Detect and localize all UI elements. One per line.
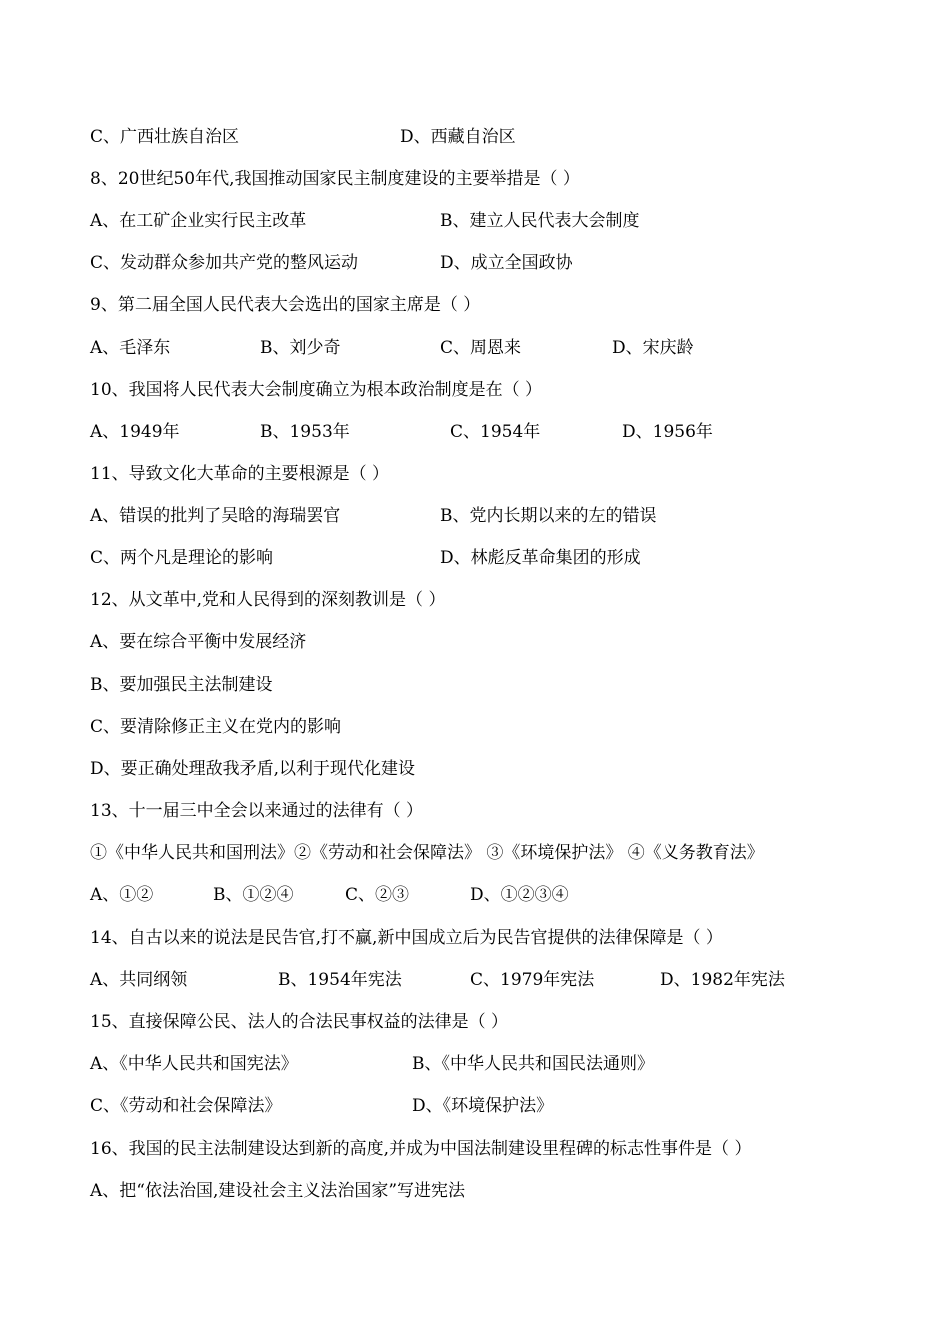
question-16: 16、我国的民主法制建设达到新的高度,并成为中国法制建设里程碑的标志性事件是（ ） [90, 1139, 752, 1159]
option-a: A、毛泽东 [90, 338, 171, 358]
option-c: C、周恩来 [440, 338, 522, 358]
question-14: 14、自古以来的说法是民告官,打不赢,新中国成立后为民告官提供的法律保障是（ ） [90, 928, 723, 948]
option-a: A、在工矿企业实行民主改革 [90, 211, 307, 231]
option-d: D、①②③④ [470, 885, 569, 905]
question-13: 13、十一届三中全会以来通过的法律有（ ） [90, 801, 424, 821]
option-d: D、宋庆龄 [612, 338, 694, 358]
option-b: B、要加强民主法制建设 [90, 675, 273, 695]
option-a: A、《中华人民共和国宪法》 [90, 1054, 298, 1074]
option-c: C、1979年宪法 [470, 970, 595, 990]
option-a: A、把“依法治国,建设社会主义法治国家”写进宪法 [90, 1181, 466, 1201]
option-c: C、1954年 [450, 422, 541, 442]
option-a: A、1949年 [90, 422, 180, 442]
option-c: C、广西壮族自治区 [90, 127, 240, 147]
option-d: D、《环境保护法》 [412, 1096, 554, 1116]
option-a: A、要在综合平衡中发展经济 [90, 632, 307, 652]
option-b: B、1954年宪法 [278, 970, 402, 990]
option-b: B、《中华人民共和国民法通则》 [412, 1054, 654, 1074]
option-c: C、两个凡是理论的影响 [90, 548, 274, 568]
option-d: D、要正确处理敌我矛盾,以利于现代化建设 [90, 759, 416, 779]
option-b: B、建立人民代表大会制度 [440, 211, 640, 231]
question-8: 8、20世纪50年代,我国推动国家民主制度建设的主要举措是（ ） [90, 169, 580, 189]
question-12: 12、从文革中,党和人民得到的深刻教训是（ ） [90, 590, 446, 610]
option-b: B、1953年 [260, 422, 350, 442]
question-9: 9、第二届全国人民代表大会选出的国家主席是（ ） [90, 295, 481, 315]
question-10: 10、我国将人民代表大会制度确立为根本政治制度是在（ ） [90, 380, 543, 400]
option-b: B、刘少奇 [260, 338, 341, 358]
option-c: C、②③ [345, 885, 410, 905]
option-d: D、成立全国政协 [440, 253, 573, 273]
statement-list: ①《中华人民共和国刑法》②《劳动和社会保障法》 ③《环境保护法》 ④《义务教育法》 [90, 843, 764, 863]
option-c: C、发动群众参加共产党的整风运动 [90, 253, 359, 273]
option-b: B、党内长期以来的左的错误 [440, 506, 657, 526]
option-d: D、1982年宪法 [660, 970, 785, 990]
option-b: B、①②④ [213, 885, 294, 905]
option-a: A、①② [90, 885, 154, 905]
question-11: 11、导致文化大革命的主要根源是（ ） [90, 464, 390, 484]
option-a: A、共同纲领 [90, 970, 188, 990]
option-a: A、错误的批判了吴晗的海瑞罢官 [90, 506, 341, 526]
option-c: C、要清除修正主义在党内的影响 [90, 717, 342, 737]
option-c: C、《劳动和社会保障法》 [90, 1096, 282, 1116]
option-d: D、西藏自治区 [400, 127, 516, 147]
option-d: D、林彪反革命集团的形成 [440, 548, 641, 568]
option-d: D、1956年 [622, 422, 713, 442]
question-15: 15、直接保障公民、法人的合法民事权益的法律是（ ） [90, 1012, 509, 1032]
